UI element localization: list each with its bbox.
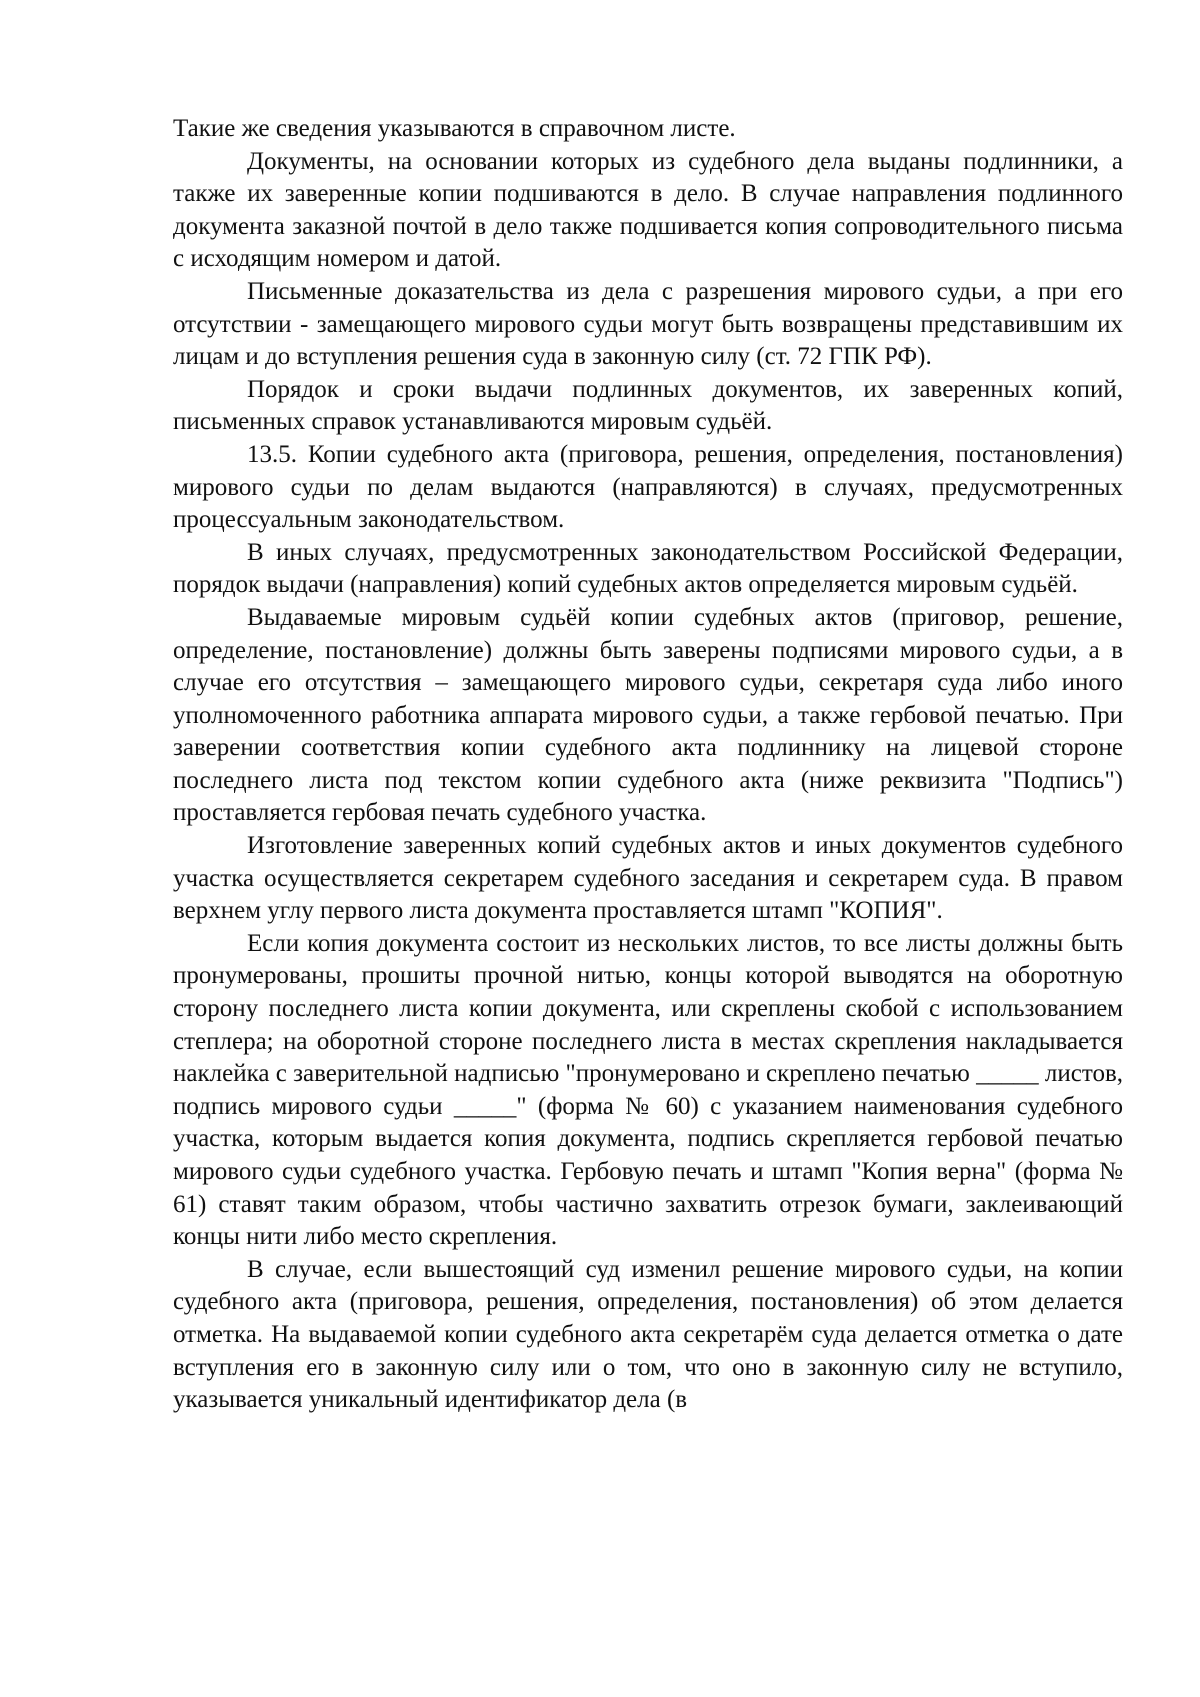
paragraph: Такие же сведения указываются в справочном листе.: [173, 115, 736, 142]
paragraph: Изготовление заверенных копий судебных актов и иных документов судебного участка осуществляется секретарем судебного заседания и секретарем суда. В правом верхнем углу первого листа документа проставляется штамп "КОПИЯ".: [173, 832, 1123, 925]
paragraph: Письменные доказательства из дела с разрешения мирового судьи, а при его отсутствии - замещающего мирового судьи могут быть возвращены представившим их лицам и до вступления решения суда в законную силу (ст. 72 ГПК РФ).: [173, 277, 1123, 371]
paragraph: Если копия документа состоит из нескольких листов, то все листы должны быть пронумерованы, прошиты прочной нитью, концы которой выводятся на оборотную сторону последнего листа копии документа, или скреплены скобой с использованием степлера; на оборотной стороне последнего листа в местах скрепления накладывается наклейка с заверительной надписью "пронумеровано и скреплено печатью _____ листов, подпись мирового судьи _____" (форма № 60) с указанием наименования судебного участка, которым выдается копия документа, подпись скрепляется гербовой печатью мирового судьи судебного участка. Гербовую печать и штамп "Копия верна" (форма № 61) ставят таким образом, чтобы частично захватить отрезок бумаги, заклеивающий концы нити либо место скрепления.: [173, 929, 1123, 1251]
paragraph: В случае, если вышестоящий суд изменил решение мирового судьи, на копии судебного акта (приговора, решения, определения, постановления) об этом делается отметка. На выдаваемой копии судебного акта секретарём суда делается отметка о дате вступления его в законную силу или о том, что оно в законную силу не вступило, указывается уникальный идентификатор дела (в: [173, 1255, 1123, 1414]
paragraph: Документы, на основании которых из судебного дела выданы подлинники, а также их заверенные копии подшиваются в дело. В случае направления подлинного документа заказной почтой в дело также подшивается копия сопроводительного письма с исходящим номером и датой.: [173, 147, 1123, 273]
paragraph: В иных случаях, предусмотренных законодательством Российской Федерации, порядок выдачи (направления) копий судебных актов определяется мировым судьёй.: [173, 538, 1123, 599]
paragraph: Выдаваемые мировым судьёй копии судебных актов (приговор, решение, определение, постановление) должны быть заверены подписями мирового судьи, а в случае его отсутствия – замещающего мирового судьи, секретаря суда либо иного уполномоченного работника аппарата мирового судьи, а также гербовой печатью. При заверении соответствия копии судебного акта подлиннику на лицевой стороне последнего листа под текстом копии судебного акта (ниже реквизита "Подпись") проставляется гербовая печать судебного участка.: [173, 603, 1123, 827]
paragraph: Порядок и сроки выдачи подлинных документов, их заверенных копий, письменных справок устанавливаются мировым судьёй.: [173, 375, 1123, 436]
document-body: [173, 113, 1123, 1417]
section-13-5-paragraph: 13.5. Копии судебного акта (приговора, решения, определения, постановления) мирового судьи по делам выдаются (направляются) в случаях, предусмотренных процессуальным законодательством.: [173, 440, 1123, 534]
